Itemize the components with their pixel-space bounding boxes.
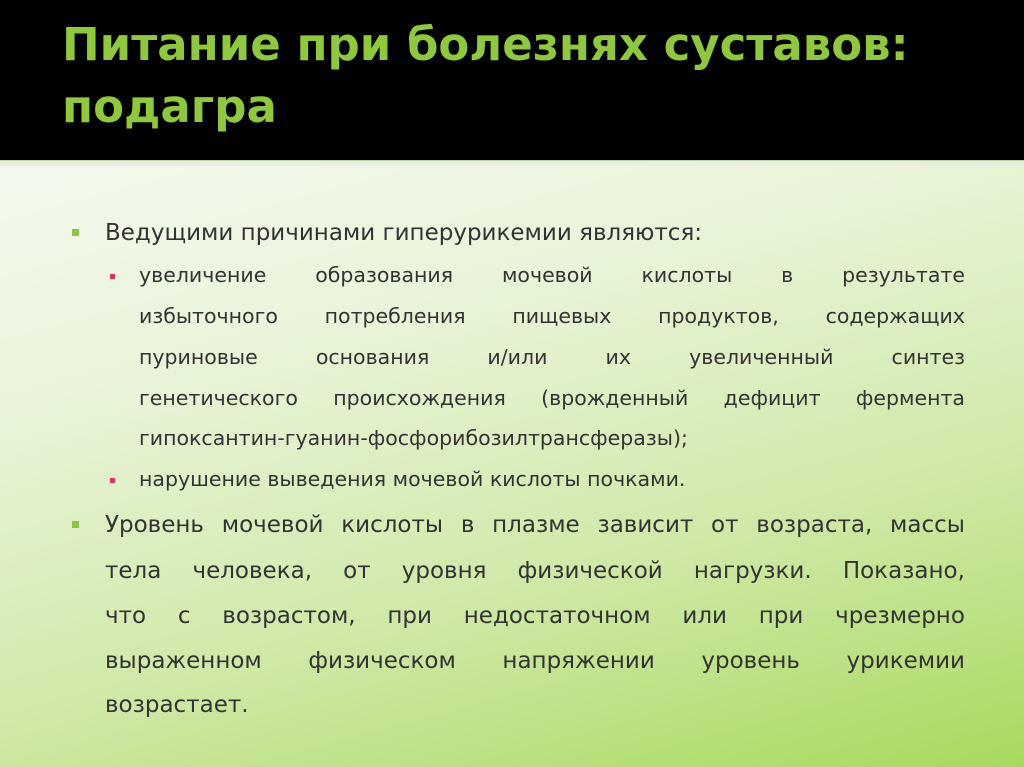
slide-body [0, 166, 1024, 767]
bullet-marker-2 [72, 521, 79, 528]
bullet-2-line-3: что с возрастом, при недостаточном или при чрезмерно [105, 603, 965, 629]
bullet-2-line-4: выраженном физическом напряжении уровень урикемии [105, 648, 965, 674]
subbullet-marker-2 [110, 478, 115, 483]
bullet-marker-1 [72, 229, 79, 236]
subitem-1-line-4: генетического происхождения (врожденный дефицит фермента [139, 386, 965, 410]
subbullet-marker-1 [110, 274, 115, 279]
subitem-1-line-5: гипоксантин-гуанин-фосфорибозилтрансферазы); [139, 426, 688, 450]
subitem-2-line-1: нарушение выведения мочевой кислоты почками. [139, 467, 686, 491]
bullet-2-line-2: тела человека, от уровня физической нагрузки. Показано, [105, 558, 965, 584]
title-line-1: Питание при болезнях суставов: [62, 18, 909, 71]
subitem-1-line-2: избыточного потребления пищевых продуктов, содержащих [139, 304, 965, 328]
bullet-2-line-1: Уровень мочевой кислоты в плазме зависит от возраста, массы [105, 512, 965, 538]
slide-title [62, 14, 1012, 138]
slide-header [0, 0, 1024, 160]
title-line-2: подагра [62, 80, 277, 133]
bullet-list [0, 166, 1024, 767]
subitem-1-line-3: пуриновые основания и/или их увеличенный синтез [139, 345, 965, 369]
bullet-2-line-5: возрастает. [105, 692, 249, 718]
bullet-1-text: Ведущими причинами гиперурикемии являются: [105, 220, 703, 246]
subitem-1-line-1: увеличение образования мочевой кислоты в результате [139, 263, 965, 287]
